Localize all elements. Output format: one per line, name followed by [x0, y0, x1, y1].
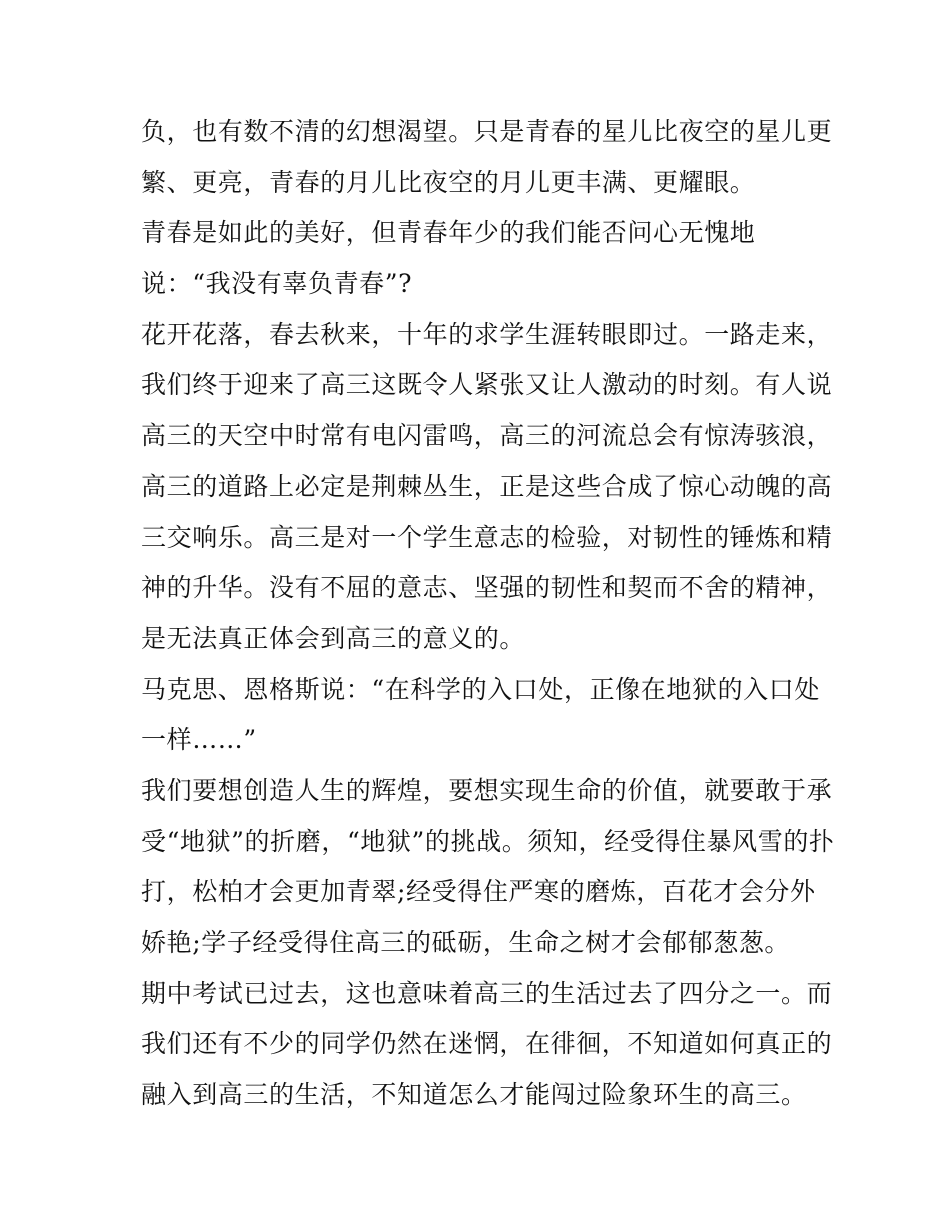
text-line: 我们还有不少的同学仍然在迷惘，在徘徊，不知道如何真正的: [141, 1029, 833, 1059]
text-line: 负，也有数不清的幻想渴望。只是青春的星儿比夜空的星儿更: [141, 117, 833, 146]
text-line: 期中考试已过去，这也意味着高三的生活过去了四分之一。而: [141, 978, 833, 1008]
text-line: 是无法真正体会到高三的意义的。: [141, 623, 526, 653]
text-line: 娇艳;学子经受得住高三的砥砺，生命之树才会郁郁葱葱。: [141, 928, 791, 957]
text-line: 花开花落，春去秋来，十年的求学生涯转眼即过。一路走来，: [141, 319, 833, 349]
text-line: 马克思、恩格斯说：“在科学的入口处，正像在地狱的入口处: [141, 674, 820, 704]
text-line: 高三的道路上必定是荆棘丛生，正是这些合成了惊心动魄的高: [141, 471, 833, 501]
text-line: 我们终于迎来了高三这既令人紧张又让人激动的时刻。有人说: [141, 370, 833, 400]
text-line: 受“地狱”的折磨，“地狱”的挑战。须知，经受得住暴风雪的扑: [141, 826, 835, 856]
text-line: 三交响乐。高三是对一个学生意志的检验，对韧性的锤炼和精: [141, 522, 833, 552]
text-line: 我们要想创造人生的辉煌，要想实现生命的价值，就要敢于承: [141, 775, 833, 805]
text-line: 神的升华。没有不屈的意志、坚强的韧性和契而不舍的精神，: [141, 573, 833, 603]
text-line: 融入到高三的生活，不知道怎么才能闯过险象环生的高三。: [141, 1080, 807, 1110]
text-line: 打，松柏才会更加青翠;经受得住严寒的磨炼，百花才会分外: [141, 877, 816, 907]
text-line: 说：“我没有辜负青春”?: [141, 269, 413, 299]
text-line: 高三的天空中时常有电闪雷鸣，高三的河流总会有惊涛骇浪，: [141, 421, 833, 451]
text-line: 青春是如此的美好，但青春年少的我们能否问心无愧地: [141, 218, 756, 248]
document-body: [141, 107, 835, 1121]
text-line: 繁、更亮，青春的月儿比夜空的月儿更丰满、更耀眼。: [141, 167, 756, 197]
text-line: 一样……”: [141, 725, 257, 755]
